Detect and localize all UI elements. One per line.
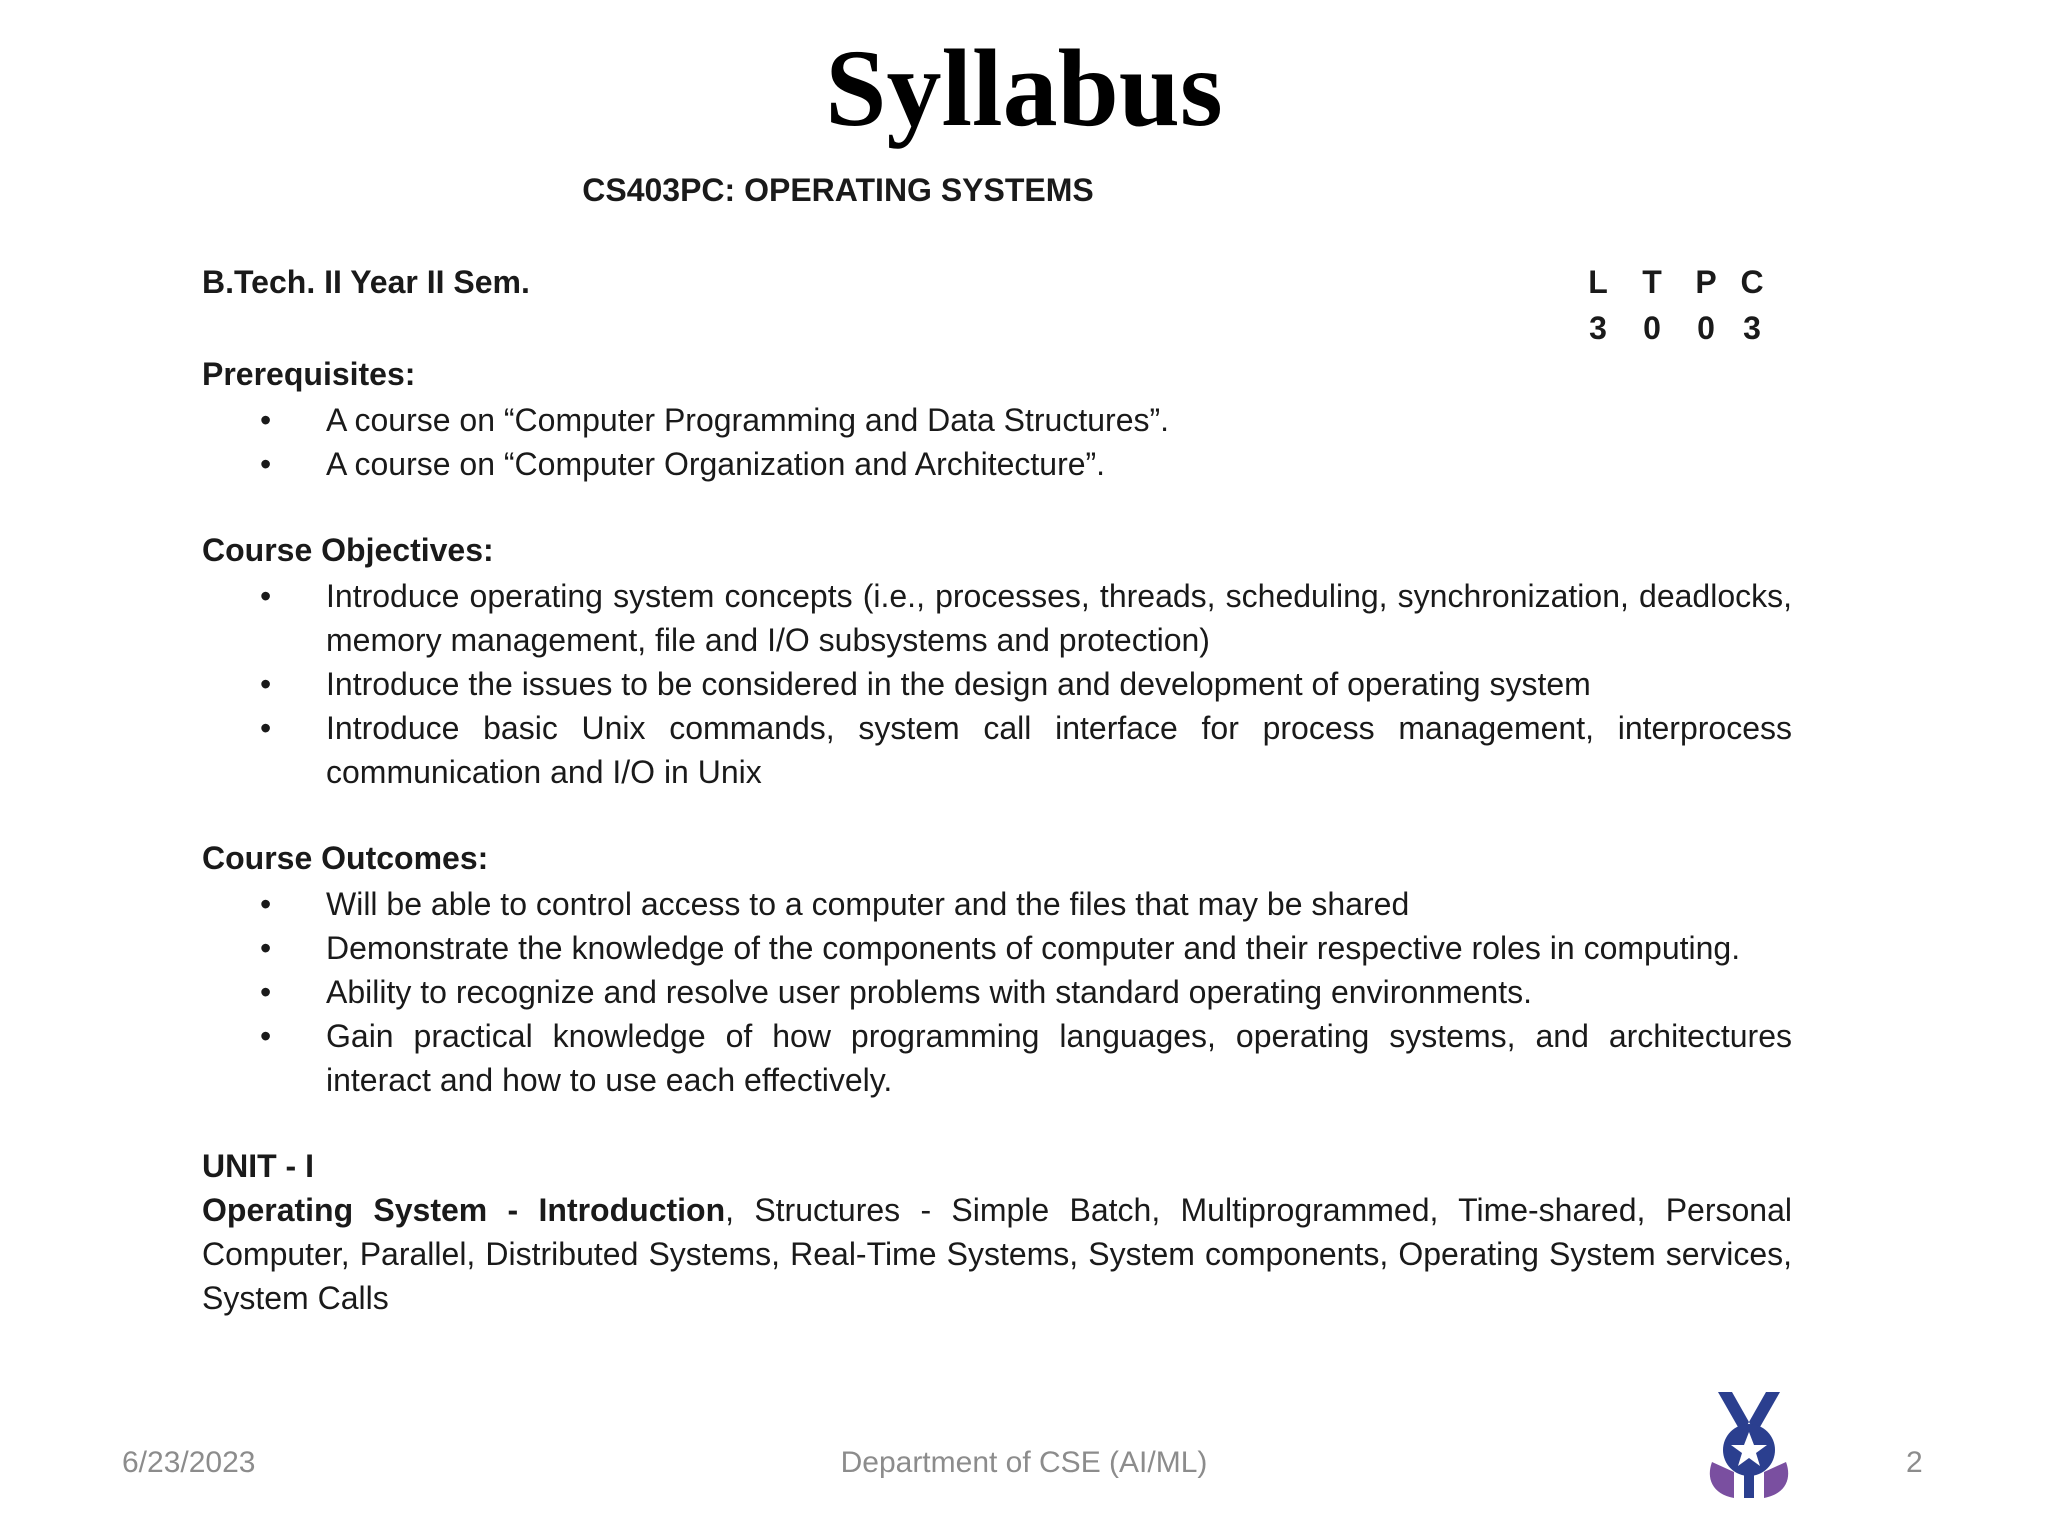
ltpc-value-c: 3 [1743,310,1761,346]
ltpc-header-c: C [1740,264,1764,300]
list-item: • Ability to recognize and resolve user problems with standard operating environments. [202,970,1792,1014]
list-item: • Introduce the issues to be considered in the design and development of operating system [202,662,1792,706]
ltpc-header-t: T [1642,264,1662,300]
ltpc-header-p: P [1695,264,1717,300]
objectives-heading: Course Objectives: [202,532,494,568]
list-item: • Demonstrate the knowledge of the components of computer and their respective roles in computing. [202,926,1792,970]
prerequisites-list [202,398,1792,486]
ltpc-value-t: 0 [1643,310,1661,346]
prerequisites-heading: Prerequisites: [202,356,416,392]
list-item: • Introduce basic Unix commands, system call interface for process management, interprocess communication and I/O in Unix [202,706,1792,794]
ltpc-header-l: L [1588,264,1608,300]
objectives-list [202,574,1792,794]
semester-row [202,260,1792,352]
list-item: • Introduce operating system concepts (i.e., processes, threads, scheduling, synchronization, deadlocks, memory management, file and I/O subsystems and protection) [202,574,1792,662]
outcomes-heading: Course Outcomes: [202,840,489,876]
unit-topic-list: , Structures - Simple Batch, Multiprogrammed, Time-shared, Personal Computer, Parallel, Distributed Systems, Real-Time Systems, System components, Operating System services, System Calls [202,1192,1793,1316]
footer-department: Department of CSE (AI/ML) [840,1446,1208,1479]
outcomes-list [202,882,1792,1102]
unit-heading: UNIT - I [202,1148,314,1184]
footer-date: 6/23/2023 [122,1446,256,1479]
semester-label: B.Tech. II Year II Sem. [202,264,530,300]
ltpc-value-p: 0 [1697,310,1715,346]
list-item: • Gain practical knowledge of how programming languages, operating systems, and architectures interact and how to use each effectively. [202,1014,1792,1102]
list-item: • A course on “Computer Programming and Data Structures”. [202,398,1792,442]
list-item: • Will be able to control access to a computer and the files that may be shared [202,882,1792,926]
unit-topic-title: Operating System - Introduction [202,1192,726,1228]
slide-number: 2 [1906,1446,1923,1479]
syllabus-document [202,168,1792,1320]
unit-description [202,1188,1792,1320]
institution-logo-icon [1704,1388,1794,1500]
slide-title: Syllabus [825,27,1223,149]
logo-stem [1744,1474,1754,1498]
ltpc-table [1572,260,1772,350]
list-item: • A course on “Computer Organization and Architecture”. [202,442,1792,486]
course-code: CS403PC: OPERATING SYSTEMS [582,172,1094,208]
ltpc-value-l: 3 [1589,310,1607,346]
